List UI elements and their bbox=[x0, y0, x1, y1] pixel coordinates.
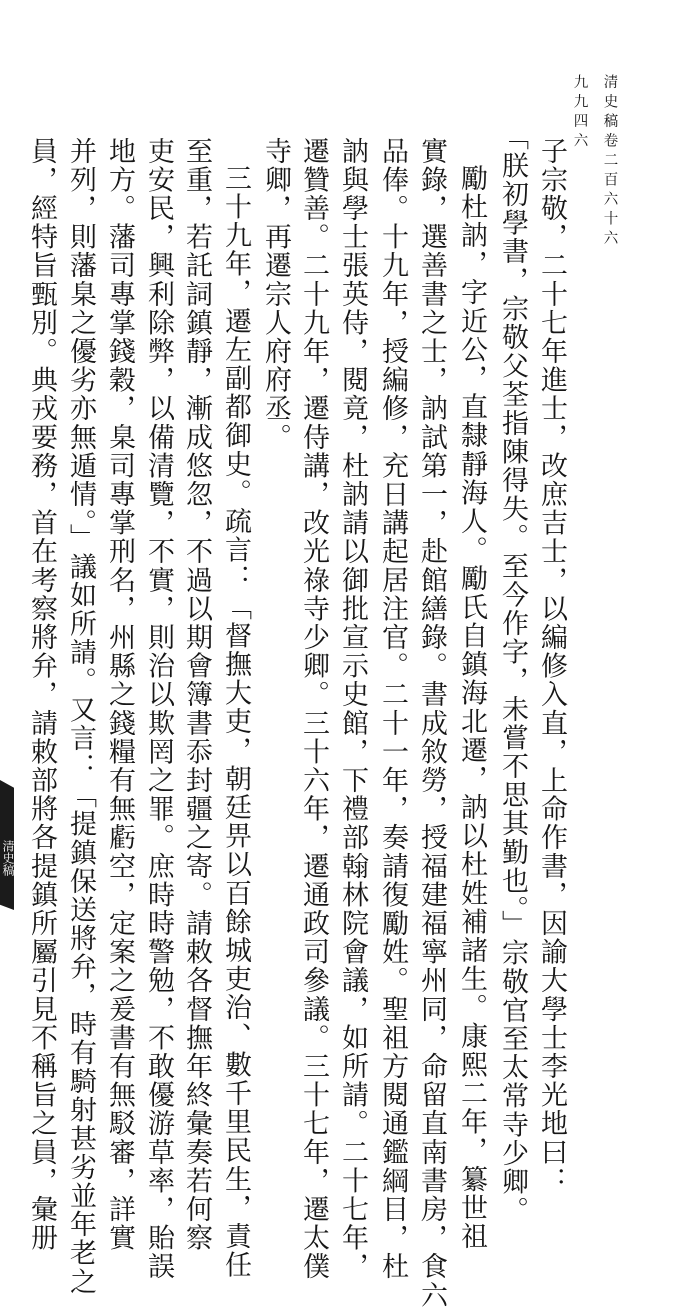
text-column: 勵杜訥，字近公，直隸靜海人。勵氏自鎮海北遷，訥以杜姓補諸生。康熙二年，纂世祖 bbox=[456, 164, 487, 1251]
running-title: 清史稿卷二百六十六 bbox=[601, 74, 618, 250]
text-column: 遷贊善。二十九年，遷侍講，改光祿寺少卿。三十六年，遷通政司參議。三十七年，遷太僕 bbox=[298, 137, 329, 1281]
text-column: 地方。藩司專掌錢穀，臬司專掌刑名，州縣之錢糧有無虧空，定案之爰書有無駁審，詳實 bbox=[104, 137, 135, 1253]
text-column: 三十九年，遷左副都御史。疏言：「督撫大吏，朝廷畀以百餘城吏治、數千里民生，責任 bbox=[220, 164, 251, 1280]
text-column: 實錄，選善書之士，訥試第一，赴館繕錄。書成敘勞，授福建福寧州同，命留直南書房，食六 bbox=[416, 137, 447, 1310]
page-number: 九九四六 bbox=[571, 74, 588, 152]
text-column: 吏安民，興利除弊，以備清覽，不實，則治以欺罔之罪。庶時時警勉，不敢優游草率，貽誤 bbox=[143, 137, 174, 1281]
text-column: 品俸。十九年，授編修，充日講起居注官。二十一年，奏請復勵姓。聖祖方閱通鑑綱目，杜 bbox=[377, 137, 408, 1281]
text-column: 員，經特旨甄別。典戎要務，首在考察將弁，請敕部將各提鎮所屬引見不稱旨之員，彙册 bbox=[26, 137, 57, 1253]
text-column: 寺卿，再遷宗人府府丞。 bbox=[260, 137, 291, 452]
text-column: 「朕初學書，宗敬父荃指陳得失。至今作字，未嘗不思其勤也。」宗敬官至太常寺少卿。 bbox=[497, 123, 528, 1225]
text-column: 至重，若託詞鎮靜，漸成悠忽，不過以期會簿書忝封疆之寄。請敕各督撫年終彙奏若何察 bbox=[181, 137, 212, 1253]
text-column: 子宗敬，二十七年進士，改庶吉士，以編修入直，上命作書，因諭大學士李光地曰： bbox=[536, 137, 567, 1196]
edge-bleed-text: 清史稿 bbox=[1, 840, 15, 876]
text-column: 訥與學士張英侍，閱竟，杜訥請以御批宣示史館，下禮部翰林院會議，如所請。二十七年， bbox=[337, 137, 368, 1281]
text-column: 并列，則藩臬之優劣亦無遁情。」議如所請。又言：「提鎮保送將弁，時有騎射甚劣並年老之 bbox=[65, 137, 96, 1297]
